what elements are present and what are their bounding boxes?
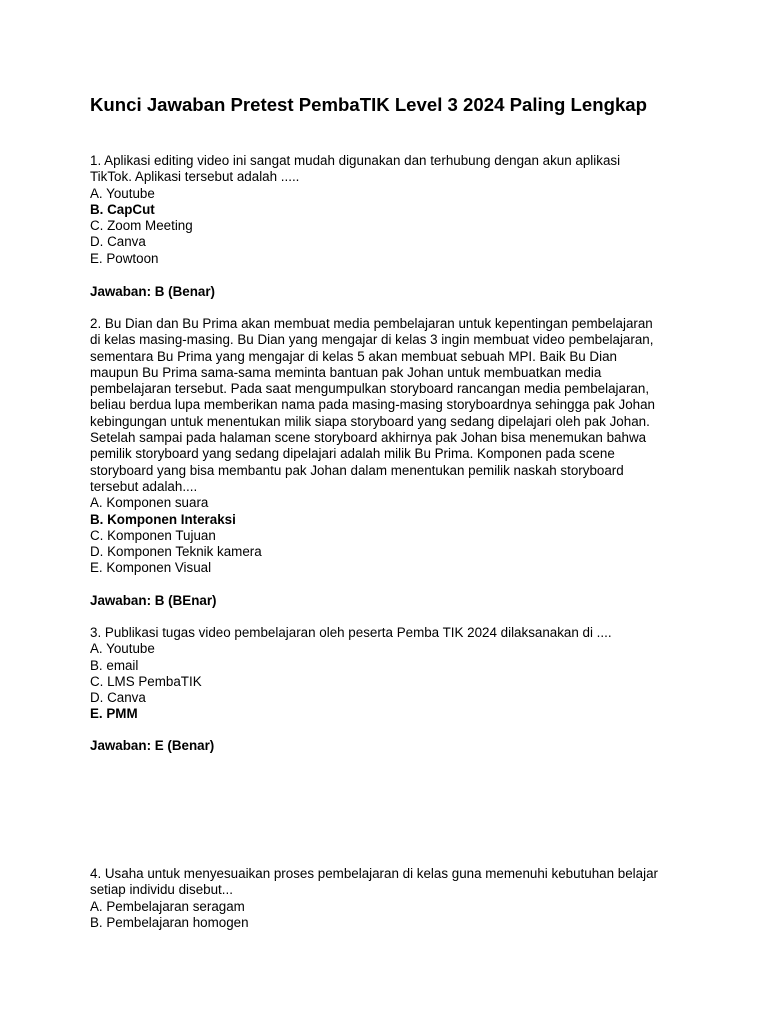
option-a: A. Pembelajaran seragam <box>90 898 245 914</box>
option-e: E. Komponen Visual <box>90 560 212 576</box>
question-text-line: tersebut adalah.... <box>90 478 198 494</box>
question-text-line: kebingungan untuk menentukan milik siapa storyboard yang sedang dipelajari oleh pak Johan. <box>90 413 650 429</box>
question-3 <box>90 625 690 723</box>
question-4 <box>90 866 690 931</box>
question-text-line: maupun Bu Prima sama-sama meminta bantuan pak Johan untuk membuatkan media <box>90 364 602 380</box>
question-text-line: setiap individu disebut... <box>90 882 233 898</box>
question-text-line: 4. Usaha untuk menyesuaikan proses pembelajaran di kelas guna memenuhi kebutuhan belajar <box>90 866 658 881</box>
question-text-line: sementara Bu Prima yang mengajar di kelas 5 akan membuat sebuah MPI. Baik Bu Dian <box>90 348 617 364</box>
option-a: A. Komponen suara <box>90 495 209 511</box>
answer-text: Jawaban: B (Benar) <box>90 284 216 299</box>
answer-3 <box>90 738 690 754</box>
answer-1 <box>90 284 690 300</box>
answer-text: Jawaban: B (BEnar) <box>90 593 217 608</box>
question-text-line: di kelas masing-masing. Bu Dian yang mengajar di kelas 3 ingin membuat video pembelajaran, <box>90 332 654 348</box>
question-1 <box>90 153 690 267</box>
question-text-line: 1. Aplikasi editing video ini sangat mudah digunakan dan terhubung dengan akun aplikasi <box>90 153 621 168</box>
question-text-line: Setelah sampai pada halaman scene storyboard akhirnya pak Johan bisa menemukan bahwa <box>90 430 647 446</box>
question-text-line: beliau berdua lupa memberikan nama pada masing-masing storyboardnya sehingga pak Johan <box>90 397 655 413</box>
option-c: C. LMS PembaTIK <box>90 673 202 689</box>
option-a: A. Youtube <box>90 185 155 201</box>
option-d: D. Komponen Teknik kamera <box>90 544 262 560</box>
option-a: A. Youtube <box>90 641 155 657</box>
question-2 <box>90 316 690 577</box>
option-d: D. Canva <box>90 690 146 706</box>
option-b-correct: B. CapCut <box>90 201 155 217</box>
option-e: E. Powtoon <box>90 250 159 266</box>
option-b: B. Pembelajaran homogen <box>90 914 249 930</box>
question-text-line: pemilik storyboard yang sedang dipelajari adalah milik Bu Prima. Komponen pada scene <box>90 446 615 462</box>
question-text-line: storyboard yang bisa membantu pak Johan dalam menentukan pemilik naskah storyboard <box>90 462 624 478</box>
question-text-line: 2. Bu Dian dan Bu Prima akan membuat media pembelajaran untuk kepentingan pembelajaran <box>90 316 653 331</box>
page-title: Kunci Jawaban Pretest PembaTIK Level 3 2024 Paling Lengkap <box>90 94 647 115</box>
option-b: B. email <box>90 657 139 673</box>
option-c: C. Komponen Tujuan <box>90 527 216 543</box>
question-text-line: TikTok. Aplikasi tersebut adalah ..... <box>90 169 300 185</box>
option-e-correct: E. PMM <box>90 706 138 722</box>
question-text-line: 3. Publikasi tugas video pembelajaran oleh peserta Pemba TIK 2024 dilaksanakan di .... <box>90 625 612 640</box>
answer-text: Jawaban: E (Benar) <box>90 738 215 753</box>
option-b-correct: B. Komponen Interaksi <box>90 511 236 527</box>
answer-2 <box>90 593 690 609</box>
option-c: C. Zoom Meeting <box>90 218 193 234</box>
option-d: D. Canva <box>90 234 146 250</box>
question-text-line: pembelajaran tersebut. Pada saat mengumpulkan storyboard rancangan media pembelajaran, <box>90 381 650 397</box>
